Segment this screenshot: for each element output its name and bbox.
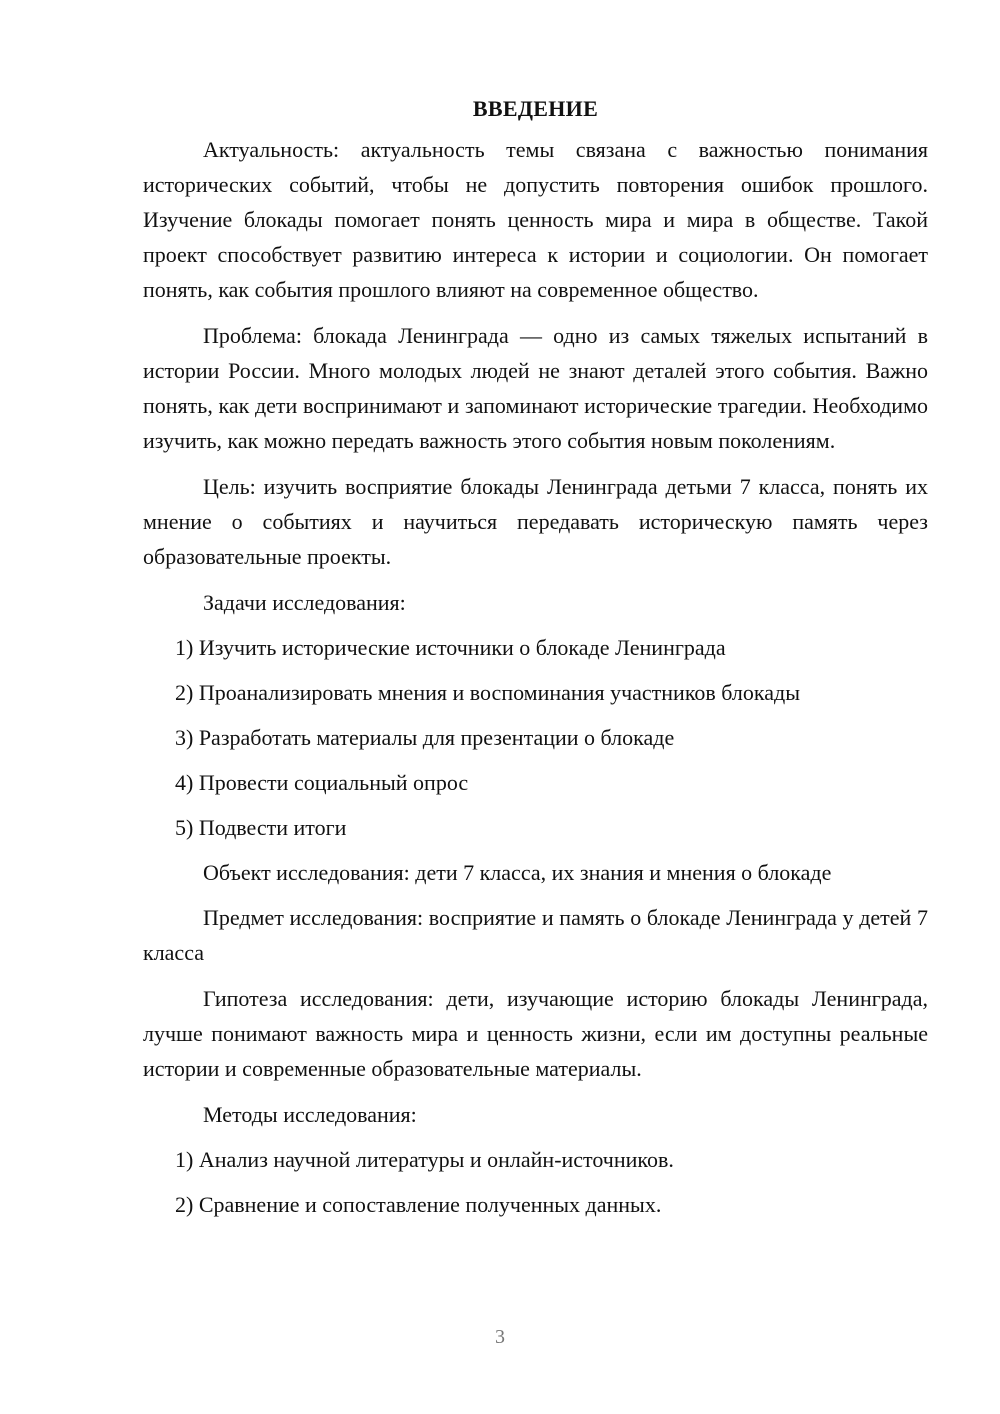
document-page	[143, 94, 928, 1232]
page-number: 3	[495, 1326, 505, 1348]
method-item-1: 1) Анализ научной литературы и онлайн-источников.	[175, 1147, 674, 1172]
relevance-paragraph: Актуальность: актуальность темы связана с важностью понимания исторических событий, чтобы не допустить повторения ошибок прошлого. Изучение блокады помогает понять ценность мира и мира в обществе. Такой проект способствует развитию интереса к истории и социологии. Он помогает понять, как события прошлого влияют на современное общество.	[143, 137, 928, 302]
problem-paragraph: Проблема: блокада Ленинграда — одно из самых тяжелых испытаний в истории России. Много молодых людей не знают деталей этого события. Важно понять, как дети воспринимают и запоминают исторические трагедии. Необходимо изучить, как можно передать важность этого события новым поколениям.	[143, 323, 928, 453]
task-item-3: 3) Разработать материалы для презентации о блокаде	[175, 725, 675, 750]
hypothesis-paragraph: Гипотеза исследования: дети, изучающие историю блокады Ленинграда, лучше понимают важность мира и ценность жизни, если им доступны реальные истории и современные образовательные материалы.	[143, 986, 928, 1081]
subject-paragraph: Предмет исследования: восприятие и память о блокаде Ленинграда у детей 7 класса	[143, 905, 928, 965]
task-item-1: 1) Изучить исторические источники о блокаде Ленинграда	[175, 635, 726, 660]
tasks-heading: Задачи исследования:	[203, 590, 406, 615]
task-item-2: 2) Проанализировать мнения и воспоминания участников блокады	[175, 680, 801, 705]
goal-paragraph: Цель: изучить восприятие блокады Ленинграда детьми 7 класса, понять их мнение о событиях и научиться передавать историческую память через образовательные проекты.	[143, 474, 928, 569]
methods-heading: Методы исследования:	[203, 1102, 417, 1127]
object-line: Объект исследования: дети 7 класса, их знания и мнения о блокаде	[203, 860, 832, 885]
task-item-5: 5) Подвести итоги	[175, 815, 347, 840]
task-item-4: 4) Провести социальный опрос	[175, 770, 469, 795]
method-item-2: 2) Сравнение и сопоставление полученных данных.	[175, 1192, 662, 1217]
section-title: ВВЕДЕНИЕ	[472, 96, 599, 121]
